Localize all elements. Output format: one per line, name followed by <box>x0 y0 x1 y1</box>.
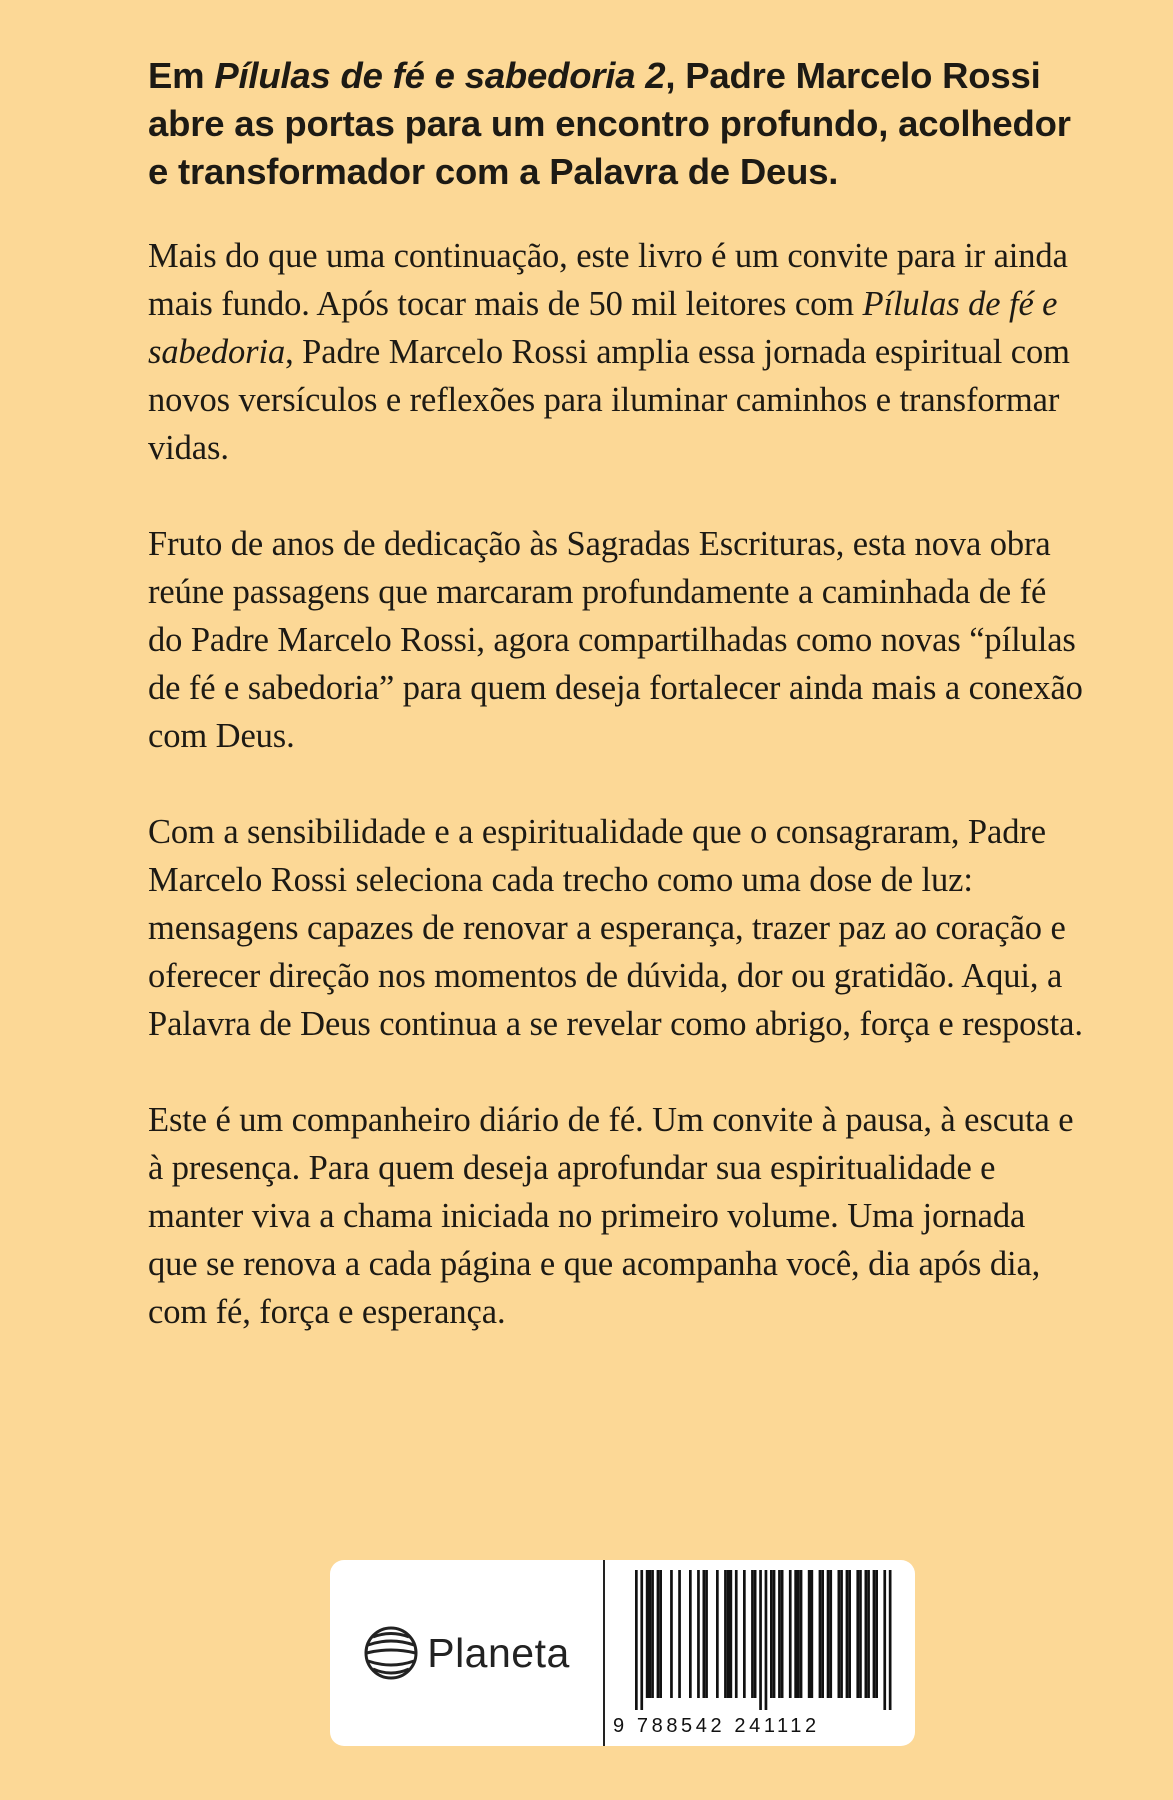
isbn-number: 9 788542 241112 <box>613 1715 820 1737</box>
barcode-bar <box>856 1570 859 1698</box>
barcode-bar <box>724 1570 727 1698</box>
book-title: Pílulas de fé e sabedoria 2 <box>214 55 666 96</box>
barcode-bar <box>846 1570 849 1698</box>
barcode-bar <box>827 1570 830 1698</box>
barcode-bar <box>875 1570 878 1698</box>
publisher-name: Planeta <box>427 1629 570 1676</box>
barcode-bar <box>751 1570 754 1698</box>
barcode-bar <box>703 1570 706 1698</box>
publisher-logo <box>330 1560 603 1746</box>
barcode-bar <box>867 1570 870 1698</box>
barcode-bar <box>759 1570 762 1710</box>
barcode-bar <box>754 1570 757 1698</box>
barcode-bars <box>613 1570 903 1710</box>
box-divider <box>603 1560 605 1746</box>
barcode-bar <box>735 1570 738 1698</box>
barcode-bar <box>797 1570 800 1698</box>
barcode-bar <box>743 1570 746 1698</box>
barcode-bar <box>705 1570 708 1698</box>
paragraph-1 <box>148 232 1083 472</box>
barcode-bar <box>659 1570 662 1698</box>
barcode <box>613 1570 903 1740</box>
barcode-bar <box>800 1570 803 1698</box>
barcode-bar <box>727 1570 730 1698</box>
barcode-bar <box>778 1570 781 1698</box>
globe-icon <box>363 1625 419 1681</box>
barcode-bar <box>670 1570 673 1698</box>
barcode-bar <box>678 1570 681 1698</box>
barcode-bar <box>635 1570 638 1710</box>
barcode-bar <box>794 1570 797 1698</box>
back-cover-text <box>148 52 1083 1336</box>
barcode-bar <box>883 1570 886 1710</box>
barcode-bar <box>848 1570 851 1698</box>
barcode-bar <box>657 1570 660 1698</box>
barcode-bar <box>889 1570 892 1710</box>
barcode-bar <box>865 1570 868 1698</box>
paragraph-2: Fruto de anos de dedicação às Sagradas Escrituras, esta nova obra reúne passagens que marcaram profundamente a caminhada de fé do Padre Marcelo Rossi, agora compartilhadas como novas “pílulas de fé e sabedoria” para quem deseja fortalecer ainda mais a conexão com Deus. <box>148 525 1083 755</box>
barcode-bar <box>765 1570 768 1710</box>
barcode-bar <box>773 1570 776 1698</box>
barcode-bar <box>840 1570 843 1698</box>
barcode-bar <box>646 1570 649 1698</box>
barcode-bar <box>811 1570 814 1698</box>
barcode-bar <box>821 1570 824 1698</box>
lead-prefix: Em <box>148 55 215 96</box>
paragraph-1-part-2: , Padre Marcelo Rossi amplia essa jornada espiritual com novos versículos e reflexões para iluminar caminhos e transformar vidas. <box>148 333 1070 467</box>
lead-suffix: , Padre Marcelo Rossi abre as portas para um encontro profundo, acolhedor e transformador com a Palavra de Deus. <box>148 55 1071 192</box>
first-book-title: Pílulas de fé e sabedoria <box>148 285 1058 371</box>
barcode-bar <box>829 1570 832 1698</box>
barcode-bar <box>838 1570 841 1698</box>
barcode-bar <box>689 1570 692 1698</box>
paragraph-4: Este é um companheiro diário de fé. Um convite à pausa, à escuta e à presença. Para quem deseja aprofundar sua espiritualidade e manter viva a chama iniciada no primeiro volume. Uma jornada que se renova a cada página e que acompanha você, dia após dia, com fé, força e esperança. <box>148 1101 1074 1331</box>
barcode-bar <box>781 1570 784 1698</box>
publisher-barcode-box <box>330 1560 915 1746</box>
barcode-bar <box>770 1570 773 1698</box>
paragraph-1-part-1: Mais do que uma continuação, este livro é um convite para ir ainda mais fundo. Após tocar mais de 50 mil leitores com <box>148 237 1068 323</box>
barcode-bar <box>873 1570 876 1698</box>
barcode-bar <box>640 1570 643 1710</box>
barcode-bar <box>819 1570 822 1698</box>
barcode-bar <box>651 1570 654 1698</box>
barcode-bar <box>697 1570 700 1698</box>
barcode-bar <box>730 1570 733 1698</box>
paragraph-3: Com a sensibilidade e a espiritualidade que o consagraram, Padre Marcelo Rossi seleciona cada trecho como uma dose de luz: mensagens capazes de renovar a esperança, trazer paz ao coração e oferecer direção nos momentos de dúvida, dor ou gratidão. Aqui, a Palavra de Deus continua a se revelar como abrigo, força e resposta. <box>148 813 1083 1043</box>
barcode-bar <box>789 1570 792 1698</box>
barcode-bar <box>859 1570 862 1698</box>
barcode-bar <box>808 1570 811 1698</box>
barcode-bar <box>649 1570 652 1698</box>
barcode-bar <box>716 1570 719 1698</box>
lead-paragraph <box>148 52 1083 196</box>
